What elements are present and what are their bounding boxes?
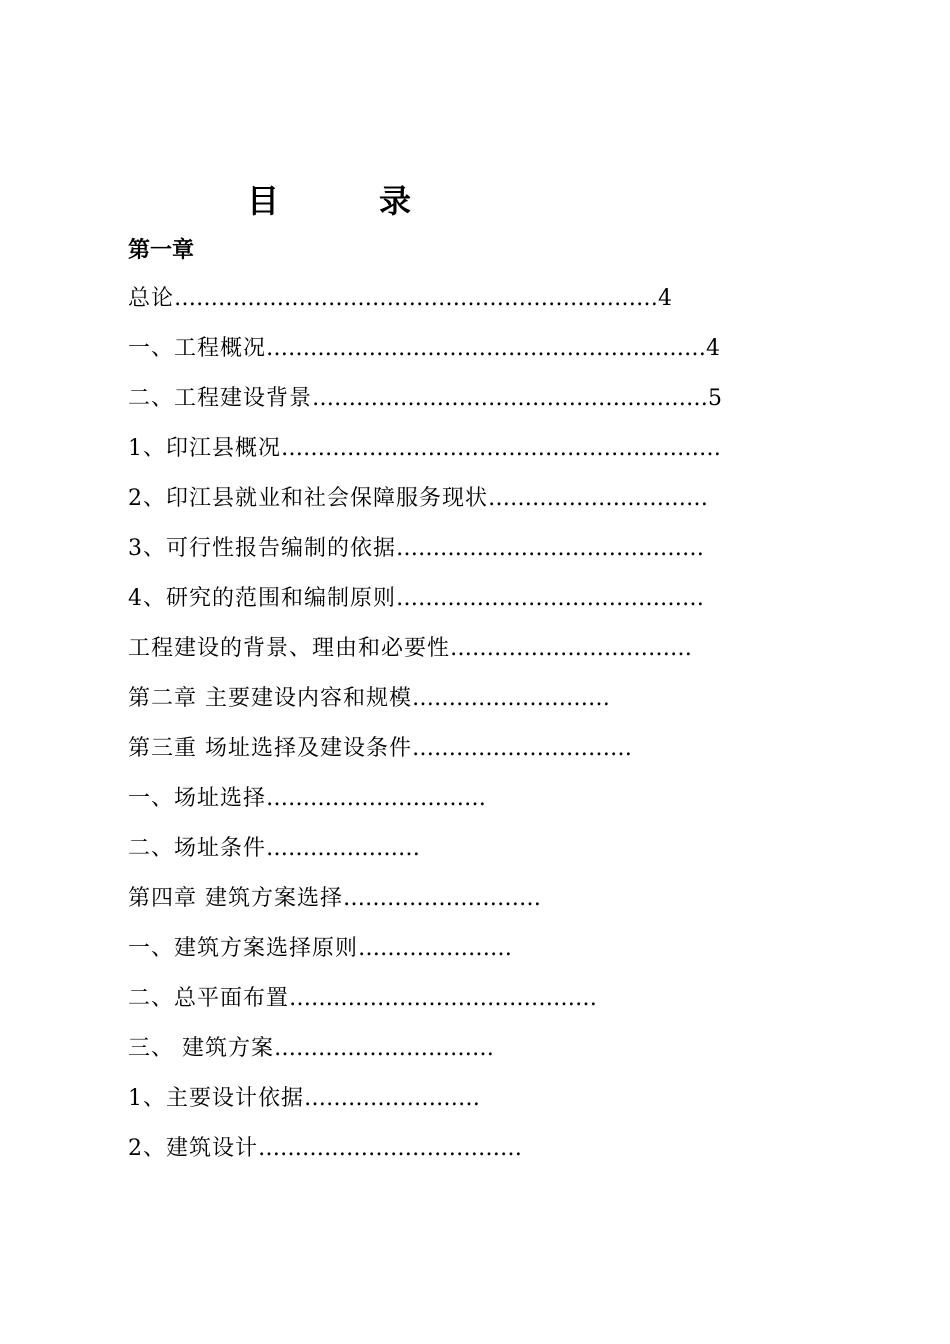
toc-leader: ……………………… <box>343 886 541 911</box>
toc-leader: ………………… <box>358 936 513 961</box>
toc-page-number: 5 <box>708 386 723 411</box>
toc-entry <box>128 432 778 482</box>
toc-entry <box>128 582 778 632</box>
toc-entry <box>128 282 778 332</box>
toc-page-number: 4 <box>658 286 673 311</box>
toc-leader: …………………………………… <box>289 986 598 1011</box>
toc-leader: …………………………………… <box>396 536 704 561</box>
toc-entry <box>128 882 778 932</box>
toc-leader: ………………………… <box>412 736 632 761</box>
table-of-contents <box>128 282 778 1182</box>
toc-leader: ………………………………………………………… <box>174 286 659 311</box>
toc-entry-text: 二、工程建设背景 <box>128 386 313 411</box>
toc-entry <box>128 782 778 832</box>
toc-leader: …………………………………………………… <box>266 336 707 361</box>
toc-entry-text: 二、总平面布置 <box>128 986 290 1011</box>
toc-entry <box>128 982 778 1032</box>
toc-entry-text: 一、场址选择 <box>128 786 267 811</box>
toc-leader: ……………………………… <box>258 1136 522 1161</box>
toc-entry-text: 2、印江县就业和社会保障服务现状 <box>128 486 488 511</box>
toc-entry-text: 一、建筑方案选择原则 <box>128 936 359 961</box>
toc-leader: …………………………………………………… <box>281 436 721 461</box>
toc-entry-text: 总论 <box>128 286 175 311</box>
toc-entry <box>128 1132 778 1182</box>
toc-entry-text: 第四章 建筑方案选择 <box>128 886 343 911</box>
toc-entry <box>128 632 778 682</box>
toc-leader: …………………………………… <box>396 586 704 611</box>
toc-title: 目 录 <box>247 182 446 220</box>
toc-entry-text: 1、主要设计依据 <box>128 1086 304 1111</box>
toc-leader: ……………………………………………… <box>312 386 709 411</box>
toc-entry <box>128 682 778 732</box>
toc-entry-text: 三、 建筑方案 <box>128 1036 274 1061</box>
toc-entry <box>128 732 778 782</box>
toc-leader: ………………… <box>266 836 421 861</box>
toc-entry-text: 工程建设的背景、理由和必要性 <box>128 636 451 661</box>
toc-leader: ………………………… <box>274 1036 494 1061</box>
toc-entry <box>128 532 778 582</box>
toc-entry <box>128 1082 778 1132</box>
toc-page-number: 4 <box>706 336 721 361</box>
toc-entry-text: 2、建筑设计 <box>128 1136 258 1161</box>
toc-entry-text: 二、场址条件 <box>128 836 267 861</box>
toc-entry <box>128 482 778 532</box>
toc-leader: ……………………… <box>412 686 610 711</box>
toc-leader: …………………… <box>304 1086 480 1111</box>
toc-entry-text: 第二章 主要建设内容和规模 <box>128 686 412 711</box>
toc-entry-text: 1、印江县概况 <box>128 436 281 461</box>
toc-entry-text: 一、工程概况 <box>128 336 267 361</box>
toc-leader: ………………………… <box>488 486 708 511</box>
chapter-heading: 第一章 <box>128 237 195 263</box>
toc-entry-text: 3、可行性报告编制的依据 <box>128 536 396 561</box>
toc-leader: …………………………… <box>450 636 693 661</box>
toc-entry <box>128 832 778 882</box>
toc-entry-text: 4、研究的范围和编制原则 <box>128 586 396 611</box>
toc-entry <box>128 332 778 382</box>
toc-entry <box>128 382 778 432</box>
toc-entry <box>128 932 778 982</box>
toc-entry-text: 第三重 场址选择及建设条件 <box>128 736 412 761</box>
toc-leader: ………………………… <box>266 786 487 811</box>
toc-entry <box>128 1032 778 1082</box>
